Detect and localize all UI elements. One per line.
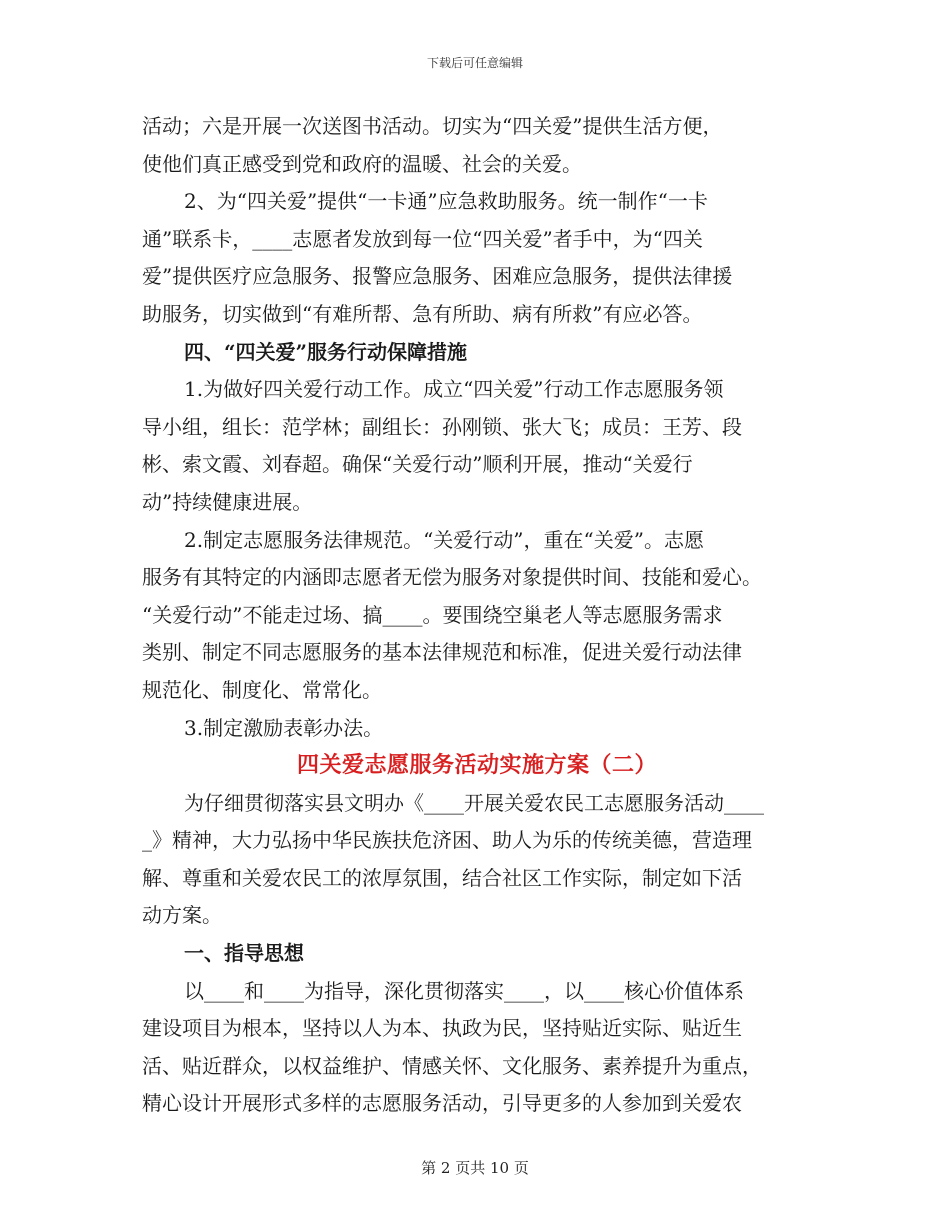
paragraph-line: 助服务，切实做到“有难所帮、急有所助、病有所救”有应必答。 [142, 301, 703, 326]
paragraph-line: 活动；六是开展一次送图书活动。切实为“四关爱”提供生活方便， [142, 114, 723, 138]
paragraph-line: 导小组，组长：范学林；副组长：孙刚锁、张大飞；成员：王芳、段 [142, 414, 742, 439]
paragraph-line: 1.为做好四关爱行动工作。成立“四关爱”行动工作志愿服务领 [184, 377, 724, 402]
paragraph-line: 通”联系卡，____志愿者发放到每一位“四关爱”者手中，为“四关 [142, 226, 703, 251]
section-heading: 四、“四关爱”服务行动保障措施 [184, 339, 468, 364]
paragraph-line: 使他们真正感受到党和政府的温暖、社会的关爱。 [142, 151, 582, 176]
paragraph-line: 解、尊重和关爱农民工的浓厚氛围，结合社区工作实际，制定如下活 [142, 865, 742, 890]
paragraph-line: 动方案。 [142, 903, 222, 928]
paragraph-line: 彬、索文霞、刘春超。确保“关爱行动”顺利开展，推动“关爱行 [142, 452, 693, 477]
paragraph-line: _》精神，大力弘扬中华民族扶危济困、助人为乐的传统美德，营造理 [142, 828, 752, 853]
paragraph-line: 爱”提供医疗应急服务、报警应急服务、困难应急服务，提供法律援 [142, 264, 733, 289]
paragraph-line: “关爱行动”不能走过场、搞____。要围绕空巢老人等志愿服务需求 [142, 602, 723, 627]
paragraph-line: 为仔细贯彻落实县文明办《____开展关爱农民工志愿服务活动____ [184, 790, 764, 815]
paragraph-line: 2、为“四关爱”提供“一卡通”应急救助服务。统一制作“一卡 [184, 189, 708, 214]
paragraph-line: 以____和____为指导，深化贯彻落实____，以____核心价值体系 [184, 978, 744, 1003]
paragraph-line: 活、贴近群众，以权益维护、情感关怀、文化服务、素养提升为重点， [142, 1053, 762, 1078]
paragraph-line: 服务有其特定的内涵即志愿者无偿为服务对象提供时间、技能和爱心。 [142, 565, 762, 590]
paragraph-line: 2.制定志愿服务法律规范。“关爱行动”，重在“关爱”。志愿 [184, 527, 704, 552]
paragraph-line: 精心设计开展形式多样的志愿服务活动，引导更多的人参加到关爱农 [142, 1091, 742, 1116]
paragraph-line: 类别、制定不同志愿服务的基本法律规范和标准，促进关爱行动法律 [142, 640, 742, 665]
paragraph-line: 规范化、制度化、常常化。 [142, 677, 382, 702]
section-heading: 一、指导思想 [184, 941, 304, 966]
document-title: 四关爱志愿服务活动实施方案（二） [296, 752, 657, 779]
page-header: 下载后可任意编辑 [426, 56, 523, 70]
paragraph-line: 3.制定激励表彰办法。 [184, 715, 384, 740]
paragraph-line: 建设项目为根本，坚持以人为本、执政为民，坚持贴近实际、贴近生 [142, 1016, 742, 1041]
page-footer: 第 2 页共 10 页 [421, 1159, 529, 1177]
paragraph-line: 动”持续健康进展。 [142, 489, 313, 514]
document-body [142, 108, 812, 1123]
